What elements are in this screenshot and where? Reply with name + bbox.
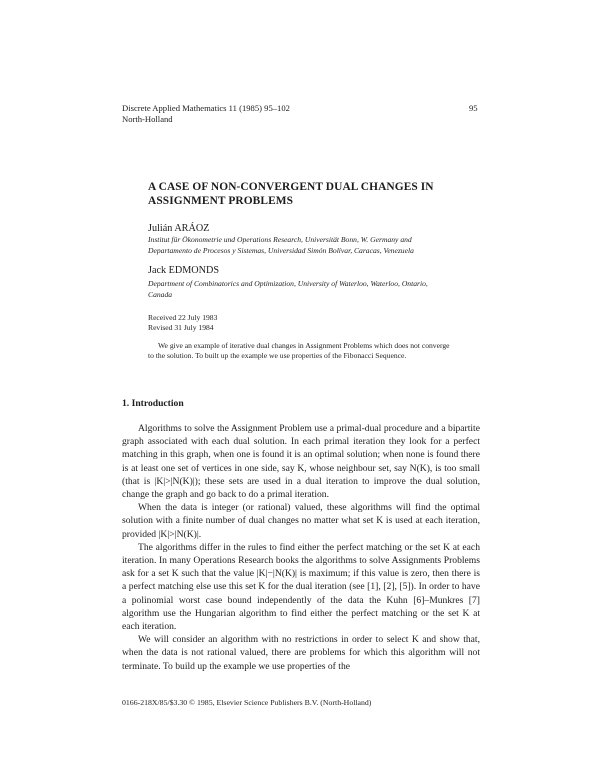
received-date: Received 22 July 1983 (148, 313, 218, 322)
revised-date: Revised 31 July 1984 (148, 322, 214, 332)
journal-citation: Discrete Applied Mathematics 11 (1985) 95–102 (122, 103, 290, 113)
affiliation-2-line-1: Department of Combinatorics and Optimization, University of Waterloo, Waterloo, Ontario, (148, 279, 428, 288)
paragraph: The algorithms differ in the rules to find either the perfect matching or the set K at each iteration. In many Operations Research books the algorithms to solve Assignments Problems ask for a set K such that the value |K|−|N(K)| is maximum; if this value is zero, then there is a perfect matching else use this set K for the dual iteration (see [1], [2], [5]). In order to have a polinomial worst case bound independently of the data the Kuhn [6]–Munkres [7] algorithm use the Hungarian algorithm to find either the perfect matching or the set K at each iteration. (122, 541, 480, 633)
abstract-line-1: We give an example of iterative dual changes in Assignment Problems which does not converge (158, 341, 450, 350)
affiliation-2-line-2: Canada (148, 289, 173, 299)
abstract (148, 341, 480, 361)
affiliation-1-line-2: Departamento de Procesos y Sistemas, Universidad Simón Bolívar, Caracas, Venezuela (148, 245, 414, 255)
title-line-1: A CASE OF NON-CONVERGENT DUAL CHANGES IN (148, 181, 434, 193)
copyright-footer: 0166-218X/85/$3.30 © 1985, Elsevier Science Publishers B.V. (North-Holland) (122, 698, 372, 707)
title-line-2: ASSIGNMENT PROBLEMS (148, 195, 294, 207)
section-heading: 1. Introduction (122, 398, 184, 409)
page-number: 95 (469, 103, 478, 113)
paragraph: When the data is integer (or rational) valued, these algorithms will find the optimal solution with a finite number of dual changes no matter what set K is used at each iteration, provided |K|>|N(K)|. (122, 502, 480, 540)
running-header (122, 103, 290, 125)
affiliation-1-line-1: Institut für Ökonometrie und Operations Research, Universität Bonn, W. Germany and (148, 235, 412, 244)
author-affiliation-1 (148, 235, 478, 256)
publisher: North-Holland (122, 114, 173, 124)
author-name-2: Jack EDMONDS (148, 265, 220, 276)
dates (148, 313, 217, 333)
paragraph: Algorithms to solve the Assignment Problem use a primal-dual procedure and a bipartite graph associated with each dual solution. In each primal iteration they look for a perfect matching in this graph, when one is found it is an optimal solution; when none is found there is at least one set of vertices in one side, say K, whose neighbour set, say N(K), is too small (that is |K|>|N(K)|); these sets are used in a dual iteration to improve the dual solution, change the graph and go back to do a primal iteration. (122, 423, 480, 501)
paper-title (148, 180, 488, 208)
body-text (122, 422, 480, 673)
author-name-1: Julián ARÁOZ (148, 223, 210, 234)
author-affiliation-2 (148, 279, 478, 300)
abstract-line-2: to the solution. To built up the example we use properties of the Fibonacci Sequence. (148, 351, 407, 361)
paragraph: We will consider an algorithm with no restrictions in order to select K and show that, when the data is not rational valued, there are problems for which this algorithm will not terminate. To build up the example we use properties of the (122, 634, 480, 672)
